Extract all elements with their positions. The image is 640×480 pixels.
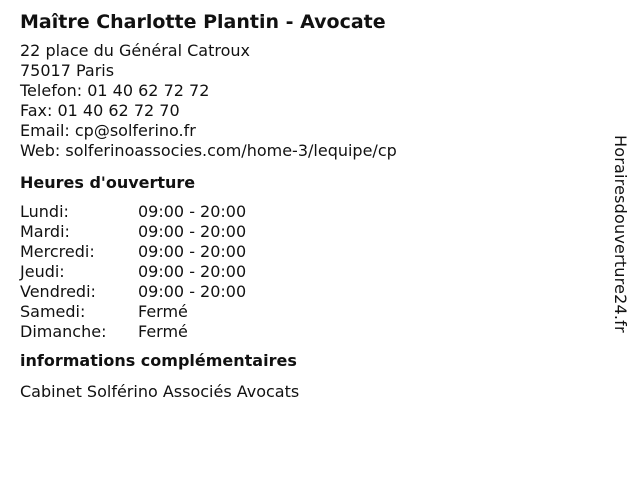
day-label: Samedi: [20,302,86,321]
info-text: Cabinet Solférino Associés Avocats [20,382,300,401]
day-hours: 09:00 - 20:00 [138,202,247,221]
web-line[interactable]: Web: solferinoassocies.com/home-3/lequipe/cp [20,141,397,160]
hours-row-monday [20,202,600,222]
day-label: Mercredi: [20,242,95,261]
day-label: Vendredi: [20,282,96,301]
hours-row-wednesday [20,242,600,262]
hours-row-sunday [20,322,600,342]
day-hours: 09:00 - 20:00 [138,262,247,281]
page-title: Maître Charlotte Plantin - Avocate [20,11,386,33]
email-line[interactable]: Email: cp@solferino.fr [20,121,196,140]
day-hours: Fermé [138,302,188,321]
hours-row-friday [20,282,600,302]
address-city: 75017 Paris [20,61,115,80]
hours-table [20,202,600,342]
day-label: Lundi: [20,202,69,221]
hours-heading: Heures d'ouverture [20,173,196,192]
hours-row-thursday [20,262,600,282]
address-street: 22 place du Général Catroux [20,41,250,60]
day-hours: 09:00 - 20:00 [138,242,247,261]
fax-line: Fax: 01 40 62 72 70 [20,101,180,120]
info-heading: informations complémentaires [20,351,297,370]
day-label: Mardi: [20,222,70,241]
site-watermark: Horairesdouverture24.fr [611,135,630,333]
day-hours: 09:00 - 20:00 [138,282,247,301]
day-label: Dimanche: [20,322,107,341]
hours-row-tuesday [20,222,600,242]
day-label: Jeudi: [20,262,65,281]
day-hours: 09:00 - 20:00 [138,222,247,241]
hours-row-saturday [20,302,600,322]
business-card [20,9,600,402]
day-hours: Fermé [138,322,188,341]
phone-line[interactable]: Telefon: 01 40 62 72 72 [20,81,210,100]
